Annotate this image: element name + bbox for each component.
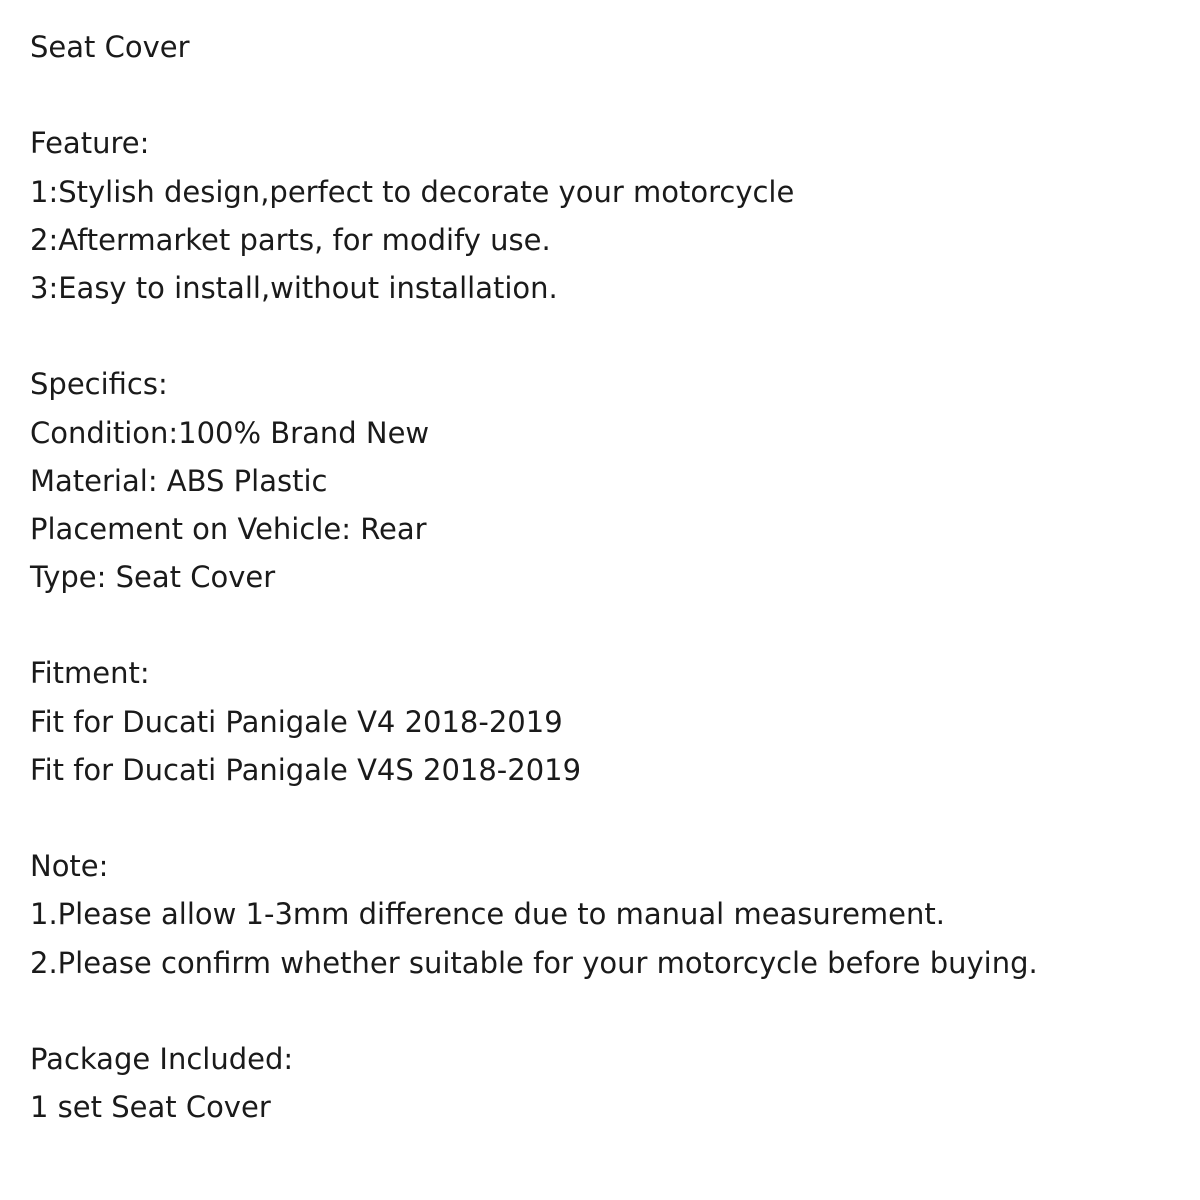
feature-heading: Feature: xyxy=(30,126,150,161)
note-section xyxy=(30,842,1180,987)
specifics-item: Type: Seat Cover xyxy=(30,560,276,595)
note-item: 2.Please confirm whether suitable for your motorcycle before buying. xyxy=(30,945,1038,980)
specifics-heading: Specifics: xyxy=(30,367,168,402)
package-item: 1 set Seat Cover xyxy=(30,1090,271,1125)
spacer xyxy=(30,987,1180,1035)
product-title: Seat Cover xyxy=(30,30,190,64)
feature-section xyxy=(30,119,1180,312)
package-section xyxy=(30,1035,1180,1131)
fitment-heading: Fitment: xyxy=(30,656,150,691)
spacer xyxy=(30,601,1180,649)
specifics-section xyxy=(30,360,1180,601)
spacer xyxy=(30,794,1180,842)
note-item: 1.Please allow 1-3mm difference due to manual measurement. xyxy=(30,897,945,932)
specifics-item: Material: ABS Plastic xyxy=(30,463,328,498)
feature-item: 2:Aftermarket parts, for modify use. xyxy=(30,222,551,257)
fitment-section xyxy=(30,649,1180,794)
spacer xyxy=(30,312,1180,360)
product-description xyxy=(30,23,1180,1131)
feature-item: 3:Easy to install,without installation. xyxy=(30,270,558,305)
specifics-item: Condition:100% Brand New xyxy=(30,415,430,450)
spacer xyxy=(30,71,1180,119)
package-heading: Package Included: xyxy=(30,1041,294,1076)
feature-item: 1:Stylish design,perfect to decorate your motorcycle xyxy=(30,174,795,209)
fitment-item: Fit for Ducati Panigale V4S 2018-2019 xyxy=(30,752,582,787)
note-heading: Note: xyxy=(30,849,109,884)
fitment-item: Fit for Ducati Panigale V4 2018-2019 xyxy=(30,704,563,739)
specifics-item: Placement on Vehicle: Rear xyxy=(30,511,427,546)
